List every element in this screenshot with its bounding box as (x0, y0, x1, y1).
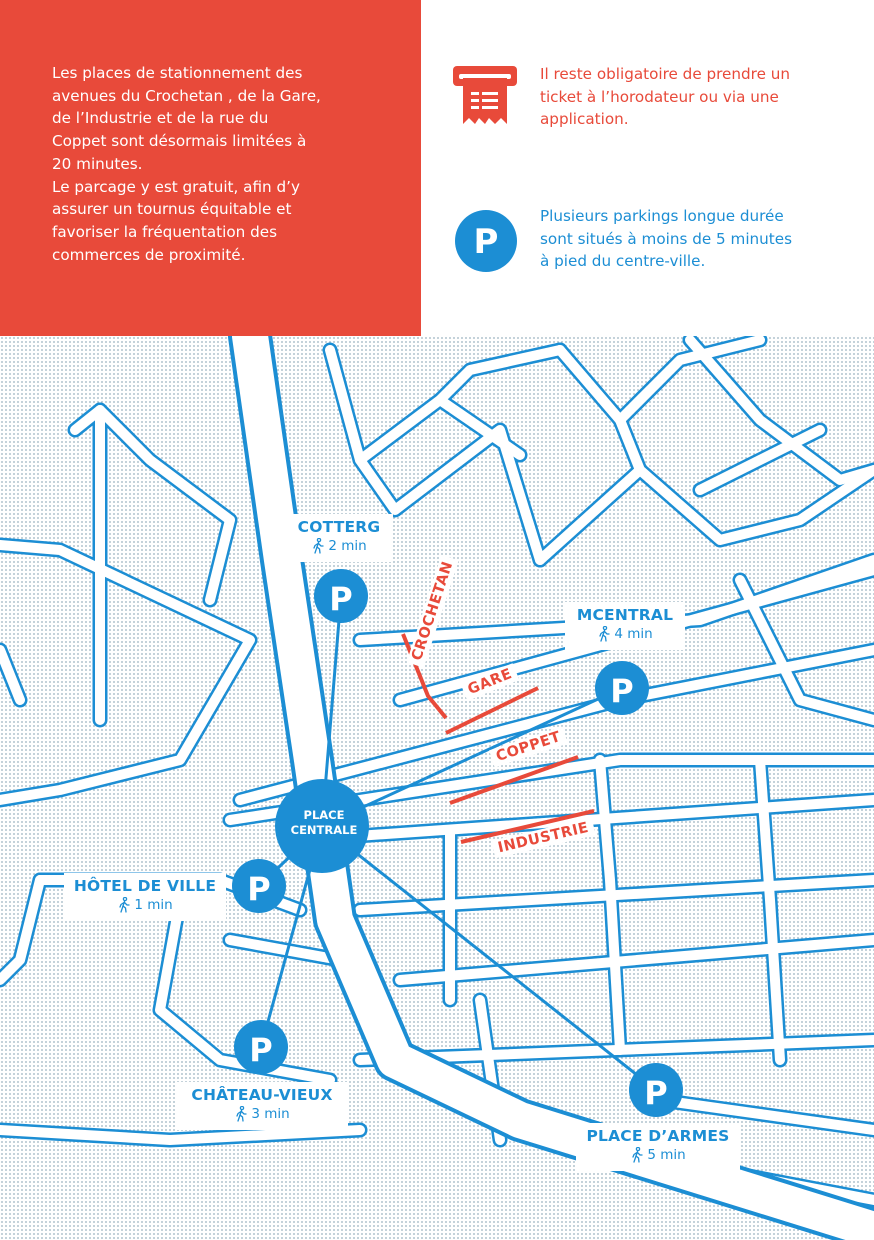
parking-marker-mcentral[interactable] (595, 661, 649, 715)
parking-marker-hotel-de-ville[interactable] (232, 859, 286, 913)
pedestrian-icon (630, 1147, 644, 1163)
parking-symbol: P (610, 672, 634, 710)
walk-time (630, 1147, 685, 1163)
walk-time-value: 2 min (328, 538, 367, 554)
street-label-crochetan: CROCHETAN (407, 554, 459, 667)
pedestrian-icon (117, 897, 131, 913)
pedestrian-icon (234, 1106, 248, 1122)
parking-name: CHÂTEAU-VIEUX (191, 1086, 333, 1104)
parking-legend-symbol: P (473, 222, 499, 262)
parking-name: MCENTRAL (576, 606, 674, 624)
pedestrian-icon (597, 626, 611, 642)
parking-ticket-machine-icon (449, 62, 521, 130)
parking-symbol: P (249, 1031, 273, 1069)
walk-time-value: 4 min (614, 626, 653, 642)
parking-name: PLACE D’ARMES (586, 1127, 730, 1145)
pedestrian-icon (311, 538, 325, 554)
walk-time (117, 897, 172, 913)
parking-symbol: P (329, 580, 353, 618)
street-label-coppet: COPPET (489, 727, 568, 768)
parking-icon (455, 210, 517, 272)
walk-time (597, 626, 652, 642)
parking-legend-text: Plusieurs parkings longue durée sont situés à moins de 5 minutes à pied du centre-ville. (540, 207, 792, 271)
city-map (0, 336, 874, 1240)
walk-time-value: 3 min (251, 1106, 290, 1122)
walk-time-value: 5 min (647, 1147, 686, 1163)
parking-label-hotel-de-ville (64, 873, 226, 921)
parking-symbol: P (247, 870, 271, 908)
place-centrale-label: PLACE CENTRALE (290, 808, 358, 837)
parking-label-cotterg (285, 514, 393, 562)
ticket-text: Il reste obligatoire de prendre un ticket à l’horodateur ou via une application. (540, 65, 790, 129)
walk-time (311, 538, 366, 554)
parking-label-chateau-vieux (176, 1082, 348, 1130)
street-label-gare: GARE (461, 663, 520, 701)
parking-label-place-darmes (576, 1123, 740, 1171)
walk-time (234, 1106, 289, 1122)
parking-symbol: P (644, 1074, 668, 1112)
parking-marker-chateau-vieux[interactable] (234, 1020, 288, 1074)
restriction-panel (0, 0, 421, 336)
parking-name: HÔTEL DE VILLE (73, 877, 217, 895)
parking-label-mcentral (565, 602, 685, 650)
parking-name: COTTERG (297, 518, 381, 536)
walk-time-value: 1 min (134, 897, 173, 913)
restriction-text: Les places de stationnement des avenues du Crochetan , de la Gare, de l’Industrie et de la rue du Coppet sont désormais limitées à 20 minutes. Le parcage y est gratuit, afin d’y assurer un tournus équitable et favoriser la fréquentation des commerces de proximité. (52, 64, 321, 264)
parking-marker-cotterg[interactable] (314, 569, 368, 623)
parking-marker-place-darmes[interactable] (629, 1063, 683, 1117)
street-label-industrie: INDUSTRIE (491, 818, 595, 859)
